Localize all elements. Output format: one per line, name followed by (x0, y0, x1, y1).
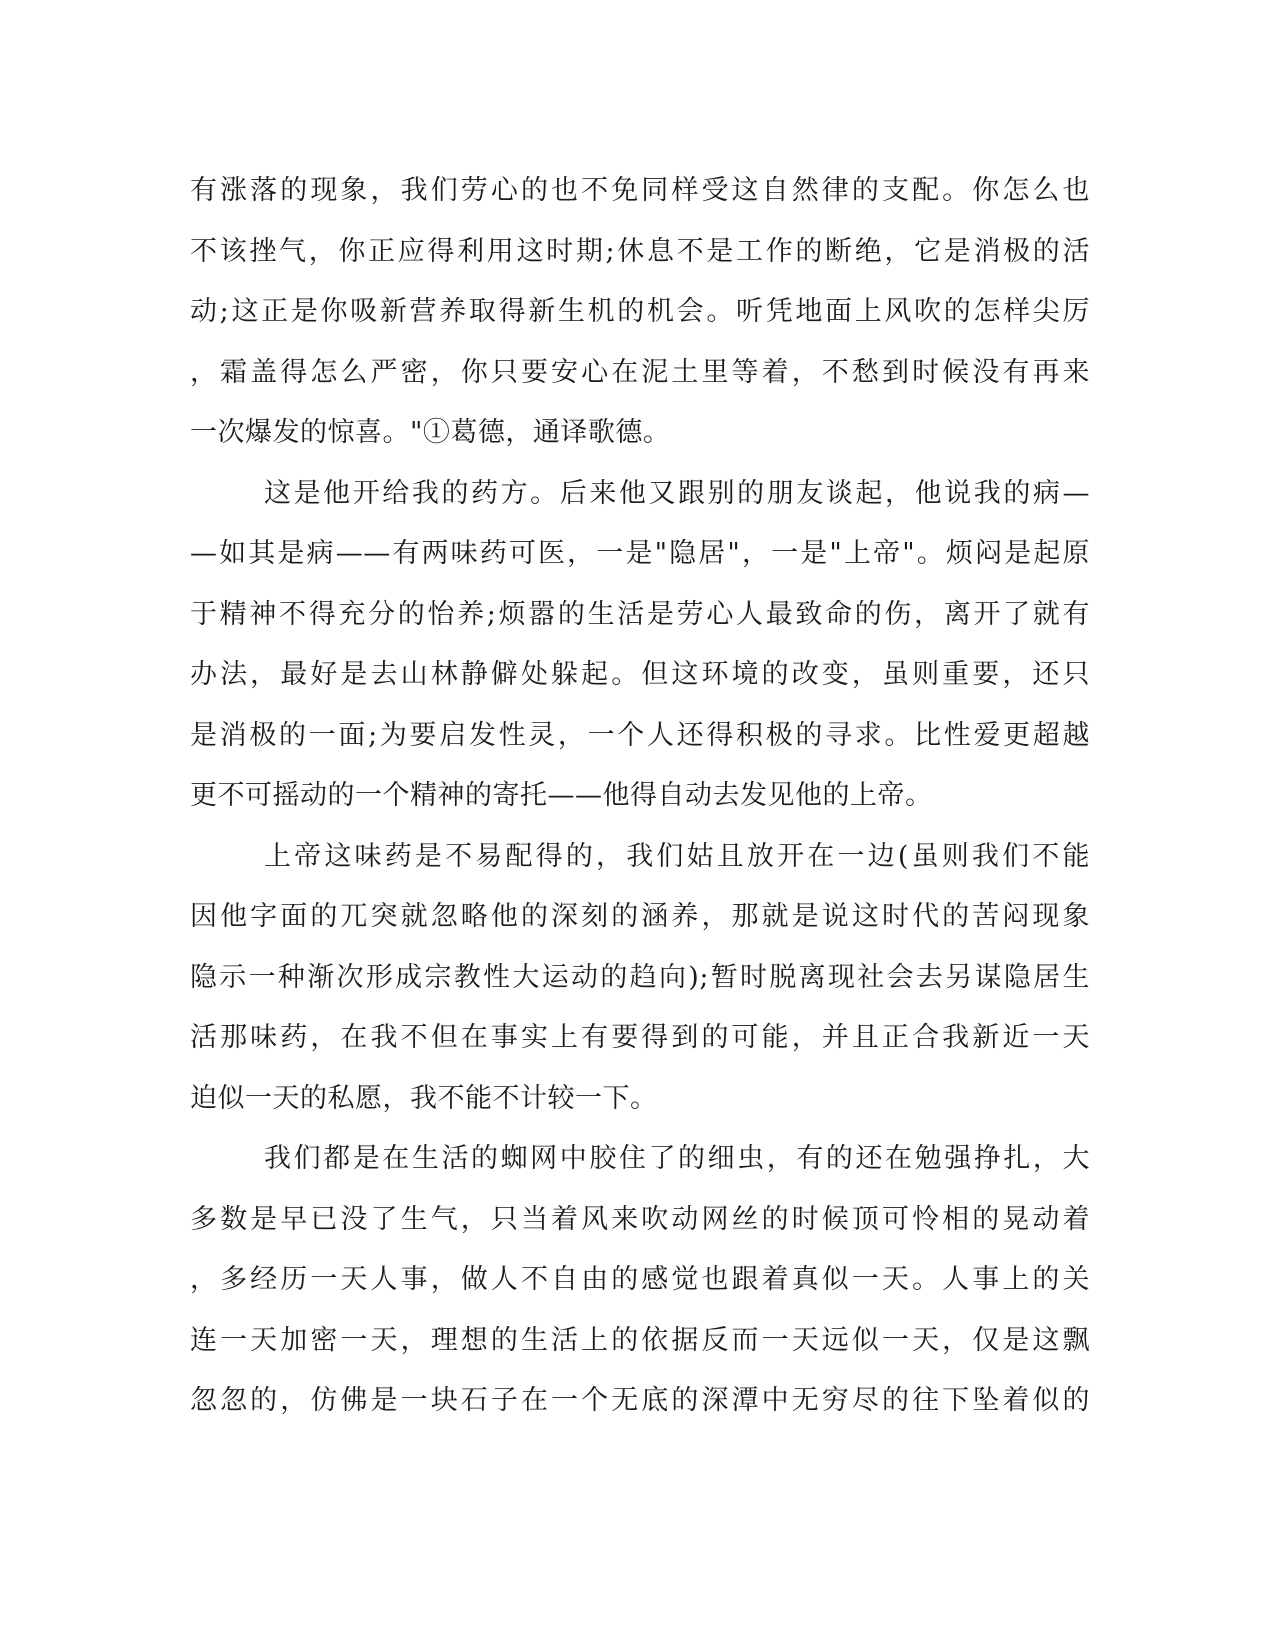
text-line: 是消极的一面;为要启发性灵，一个人还得积极的寻求。比性爱更超越 (190, 719, 1090, 751)
text-line: 有涨落的现象，我们劳心的也不免同样受这自然律的支配。你怎么也 (190, 175, 1090, 206)
text-line: 活那味药，在我不但在事实上有要得到的可能，并且正合我新近一天 (190, 1022, 1090, 1053)
text-line: 迫似一天的私愿，我不能不计较一下。 (190, 1082, 658, 1114)
text-line: 于精神不得充分的怡养;烦嚣的生活是劳心人最致命的伤，离开了就有 (190, 598, 1090, 630)
text-line: 不该挫气，你正应得利用这时期;休息不是工作的断绝，它是消极的活 (190, 235, 1090, 267)
text-line: 连一天加密一天，理想的生活上的依据反而一天远似一天，仅是这飘 (190, 1324, 1090, 1356)
text-line: ，霜盖得怎么严密，你只要安心在泥土里等着，不愁到时候没有再来 (190, 356, 1090, 388)
text-line: 因他字面的兀突就忽略他的深刻的涵养，那就是说这时代的苦闷现象 (190, 901, 1090, 932)
text-line: ，多经历一天人事，做人不自由的感觉也跟着真似一天。人事上的关 (190, 1264, 1090, 1295)
text-line: 这是他开给我的药方。后来他又跟别的朋友谈起，他说我的病— (264, 477, 1090, 509)
text-line: 动;这正是你吸新营养取得新生机的机会。听凭地面上风吹的怎样尖厉 (190, 296, 1090, 327)
paragraph (190, 1129, 1090, 1432)
text-line: 隐示一种渐次形成宗教性大运动的趋向);暂时脱离现社会去另谋隐居生 (190, 961, 1090, 993)
text-line: 上帝这味药是不易配得的，我们姑且放开在一边(虽则我们不能 (264, 840, 1090, 872)
text-line: 一次爆发的惊喜。"①葛德，通译歌德。 (190, 417, 671, 448)
text-line: 我们都是在生活的蜘网中胶住了的细虫，有的还在勉强挣扎，大 (264, 1143, 1090, 1174)
paragraph (190, 161, 1090, 464)
paragraph (190, 827, 1090, 1130)
text-line: 忽忽的，仿佛是一块石子在一个无底的深潭中无穷尽的往下坠着似的 (190, 1385, 1090, 1416)
body-text (190, 161, 1090, 1432)
text-line: —如其是病——有两味药可医，一是"隐居"，一是"上帝"。烦闷是起原 (190, 538, 1090, 569)
paragraph (190, 464, 1090, 827)
text-line: 更不可摇动的一个精神的寄托——他得自动去发见他的上帝。 (190, 780, 933, 811)
text-line: 办法，最好是去山林静僻处躲起。但这环境的改变，虽则重要，还只 (190, 659, 1090, 690)
text-line: 多数是早已没了生气，只当着风来吹动网丝的时候顶可怜相的晃动着 (190, 1203, 1090, 1235)
